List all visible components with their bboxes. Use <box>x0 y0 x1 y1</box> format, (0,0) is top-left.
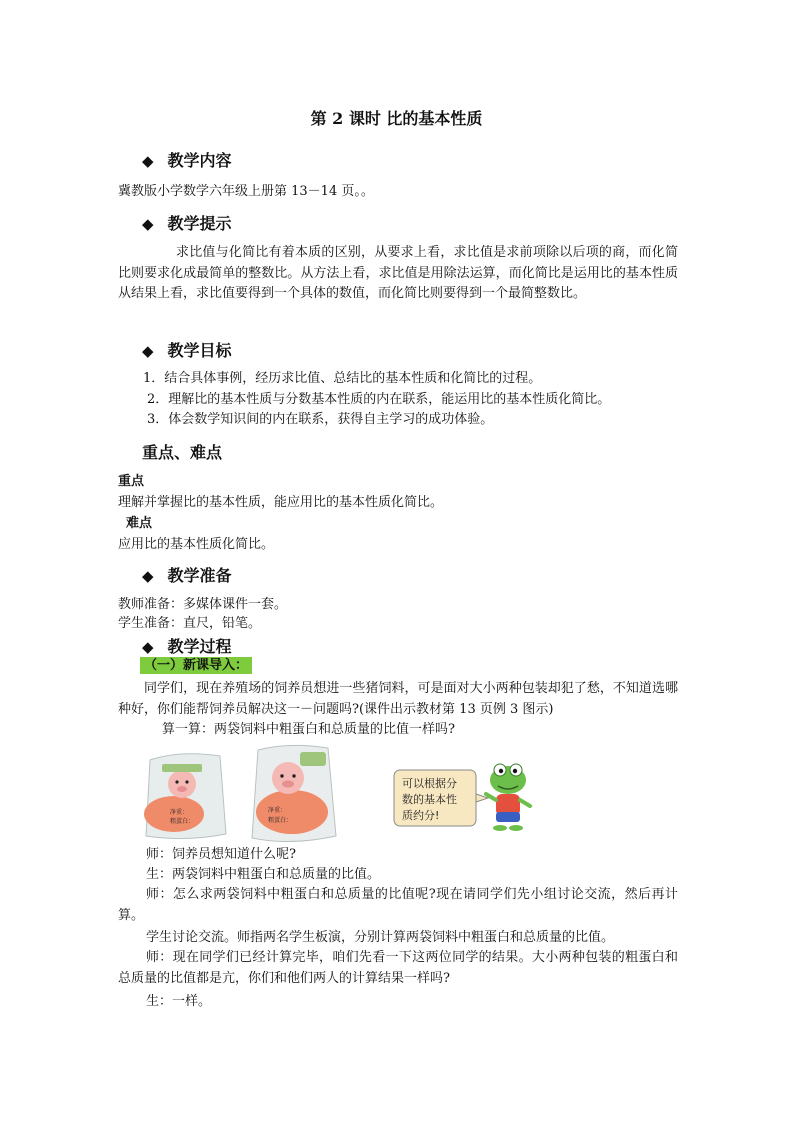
small-bag-protein-label: 粗蛋白： <box>170 818 195 825</box>
section-heading-process <box>142 634 232 657</box>
section-title: 教学目标 <box>167 341 232 360</box>
section-heading-keypoints: 重点、难点 <box>142 443 223 462</box>
small-bag-net-weight-label: 净重： <box>170 809 189 816</box>
diamond-bullet-icon: ◆ <box>142 567 154 585</box>
section-heading-goals <box>142 338 232 361</box>
section-heading-content <box>142 148 232 171</box>
dialog-line-5: 师：现在同学们已经计算完毕，咱们先看一下这两位同学的结果。大小两种包装的粗蛋白和总质量的比值都是亢，你们和他们两人的计算结果一样吗? <box>118 950 678 986</box>
large-feed-bag <box>252 745 336 841</box>
small-feed-bag <box>144 754 226 839</box>
frog-character-icon <box>486 764 530 831</box>
diamond-bullet-icon: ◆ <box>142 638 154 656</box>
diamond-bullet-icon: ◆ <box>142 342 154 360</box>
section-title: 教学内容 <box>167 151 232 170</box>
intro-label <box>140 656 252 676</box>
speech-bubble <box>394 770 488 826</box>
bubble-line-3: 质约分! <box>402 809 440 822</box>
goal-item-1: 1．结合具体事例，经历求比值、总结比的基本性质和化简比的过程。 <box>143 371 542 386</box>
section-heading-hint <box>142 211 232 234</box>
dialog-line-2: 生：两袋饲料中粗蛋白和总质量的比值。 <box>146 867 381 882</box>
prep-teacher: 教师准备：多媒体课件一套。 <box>118 597 288 612</box>
diamond-bullet-icon: ◆ <box>142 215 154 233</box>
large-bag-protein-label: 粗蛋白： <box>268 817 293 824</box>
dialog-line-3: 师：怎么求两袋饲料中粗蛋白和总质量的比值呢?现在请同学们先小组讨论交流，然后再计算。 <box>118 887 678 923</box>
key-label: 重点 <box>118 474 145 489</box>
section-title: 教学过程 <box>167 637 232 656</box>
intro-highlight: （一）新课导入： <box>140 657 252 674</box>
dialog-line-4: 学生讨论交流。师指两名学生板演，分别计算两袋饲料中粗蛋白和总质量的比值。 <box>146 930 615 945</box>
difficulty-label: 难点 <box>126 516 153 531</box>
process-question: 算一算：两袋饲料中粗蛋白和总质量的比值一样吗? <box>162 722 455 737</box>
goal-item-2: 2．理解比的基本性质与分数基本性质的内在联系，能运用比的基本性质化简比。 <box>147 392 611 407</box>
section-title: 教学提示 <box>167 214 232 233</box>
section-title: 教学准备 <box>167 566 232 585</box>
bubble-line-2: 数的基本性 <box>402 793 457 806</box>
process-paragraph-1: 同学们，现在养殖场的饲养员想进一些猪饲料，可是面对大小两种包装却犯了愁，不知道选哪种好，你们能帮饲养员解决这一－问题吗?(课件出示教材第 13 页例 3 图示) <box>118 681 678 717</box>
feed-bags-illustration <box>140 742 540 842</box>
key-text: 理解并掌握比的基本性质，能应用比的基本性质化简比。 <box>118 495 444 510</box>
hint-paragraph: 求比值与化简比有着本质的区别，从要求上看，求比值是求前项除以后项的商，而化简比则要求化成最简单的整数比。从方法上看，求比值是用除法运算，而化简比是运用比的基本性质从结果上看，求比值要得到一个具体的数值，而化简比则要得到一个最简整数比。 <box>118 245 678 301</box>
section-heading-prep <box>142 563 232 586</box>
page-title: 第 2 课时 比的基本性质 <box>310 109 483 128</box>
goal-item-3: 3．体会数学知识间的内在联系，获得自主学习的成功体验。 <box>147 412 494 427</box>
dialog-line-1: 师：饲养员想知道什么呢? <box>146 847 296 862</box>
content-text: 冀教版小学数学六年级上册第 13－14 页。。 <box>118 184 374 199</box>
diamond-bullet-icon: ◆ <box>142 152 154 170</box>
prep-student: 学生准备：直尺，铅笔。 <box>118 616 262 631</box>
difficulty-text: 应用比的基本性质化简比。 <box>118 537 275 552</box>
large-bag-net-weight-label: 净重： <box>268 807 287 814</box>
dialog-line-6: 生：一样。 <box>146 994 212 1009</box>
bubble-line-1: 可以根据分 <box>402 777 457 790</box>
